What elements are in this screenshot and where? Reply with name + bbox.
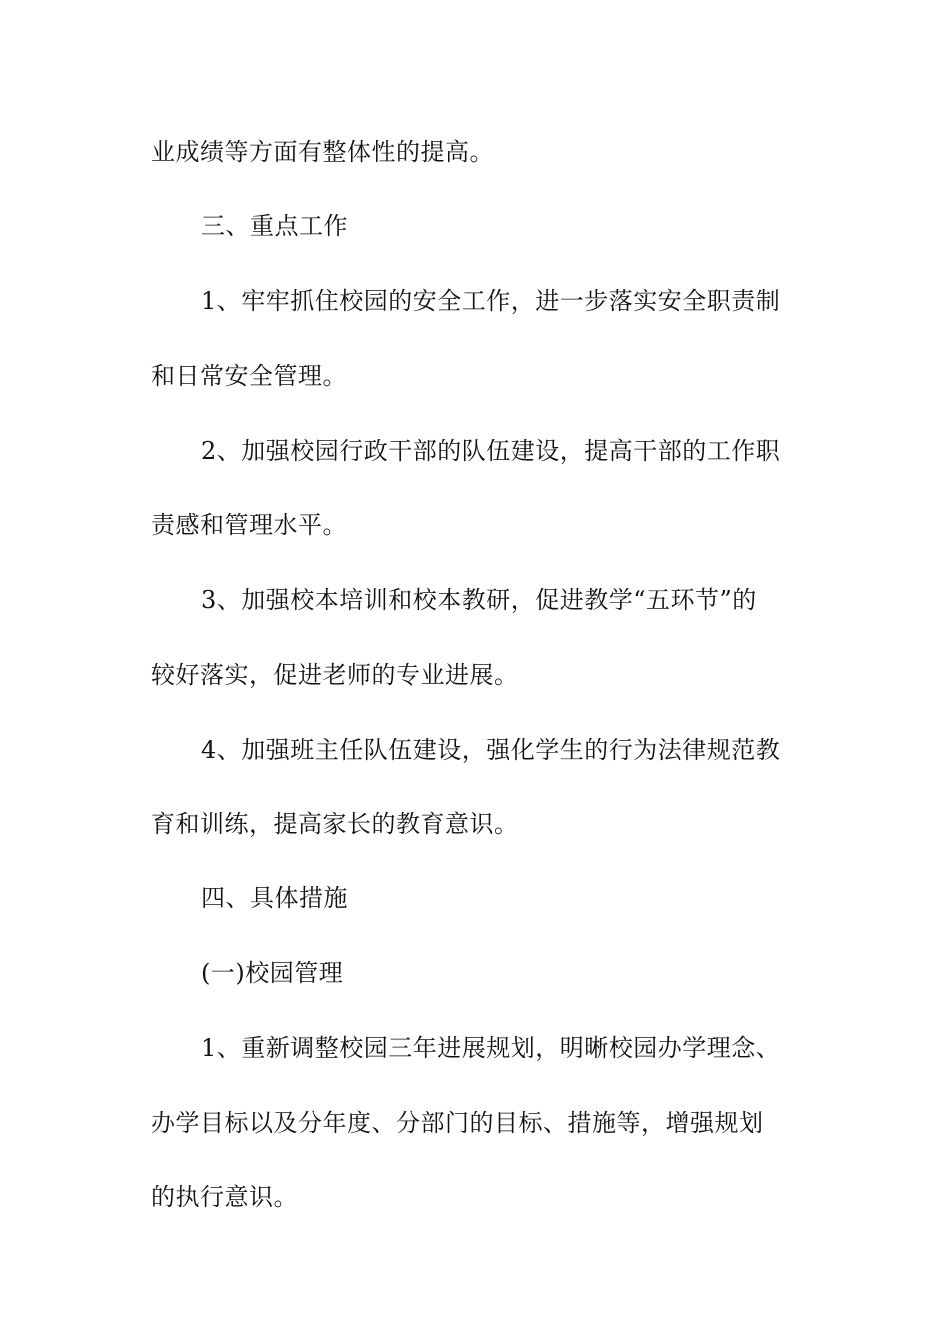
list-item-4-line-1: 4、加强班主任队伍建设，强化学生的行为法律规范教 [201, 736, 781, 764]
list-item-3-line-2: 较好落实，促进老师的专业进展。 [151, 661, 519, 689]
list-item-1-line-1: 1、牢牢抓住校园的安全工作，进一步落实安全职责制 [201, 287, 781, 315]
paragraph-continuation: 业成绩等方面有整体性的提高。 [151, 138, 494, 166]
list-item-3-line-1: 3、加强校本培训和校本教研，促进教学“五环节”的 [201, 586, 757, 614]
measure-item-1-line-1: 1、重新调整校园三年进展规划，明晰校园办学理念、 [201, 1034, 781, 1062]
list-item-4-line-2: 育和训练，提高家长的教育意识。 [151, 810, 519, 838]
measure-item-1-line-3: 的执行意识。 [151, 1183, 298, 1211]
list-item-2-line-2: 责感和管理水平。 [151, 511, 347, 539]
subsection-heading-campus-management: (一)校园管理 [201, 959, 344, 987]
list-item-1-line-2: 和日常安全管理。 [151, 362, 347, 390]
section-heading-key-work: 三、重点工作 [201, 212, 348, 240]
measure-item-1-line-2: 办学目标以及分年度、分部门的目标、措施等，增强规划 [151, 1109, 764, 1137]
section-heading-measures: 四、具体措施 [201, 884, 348, 912]
list-item-2-line-1: 2、加强校园行政干部的队伍建设，提高干部的工作职 [201, 437, 781, 465]
